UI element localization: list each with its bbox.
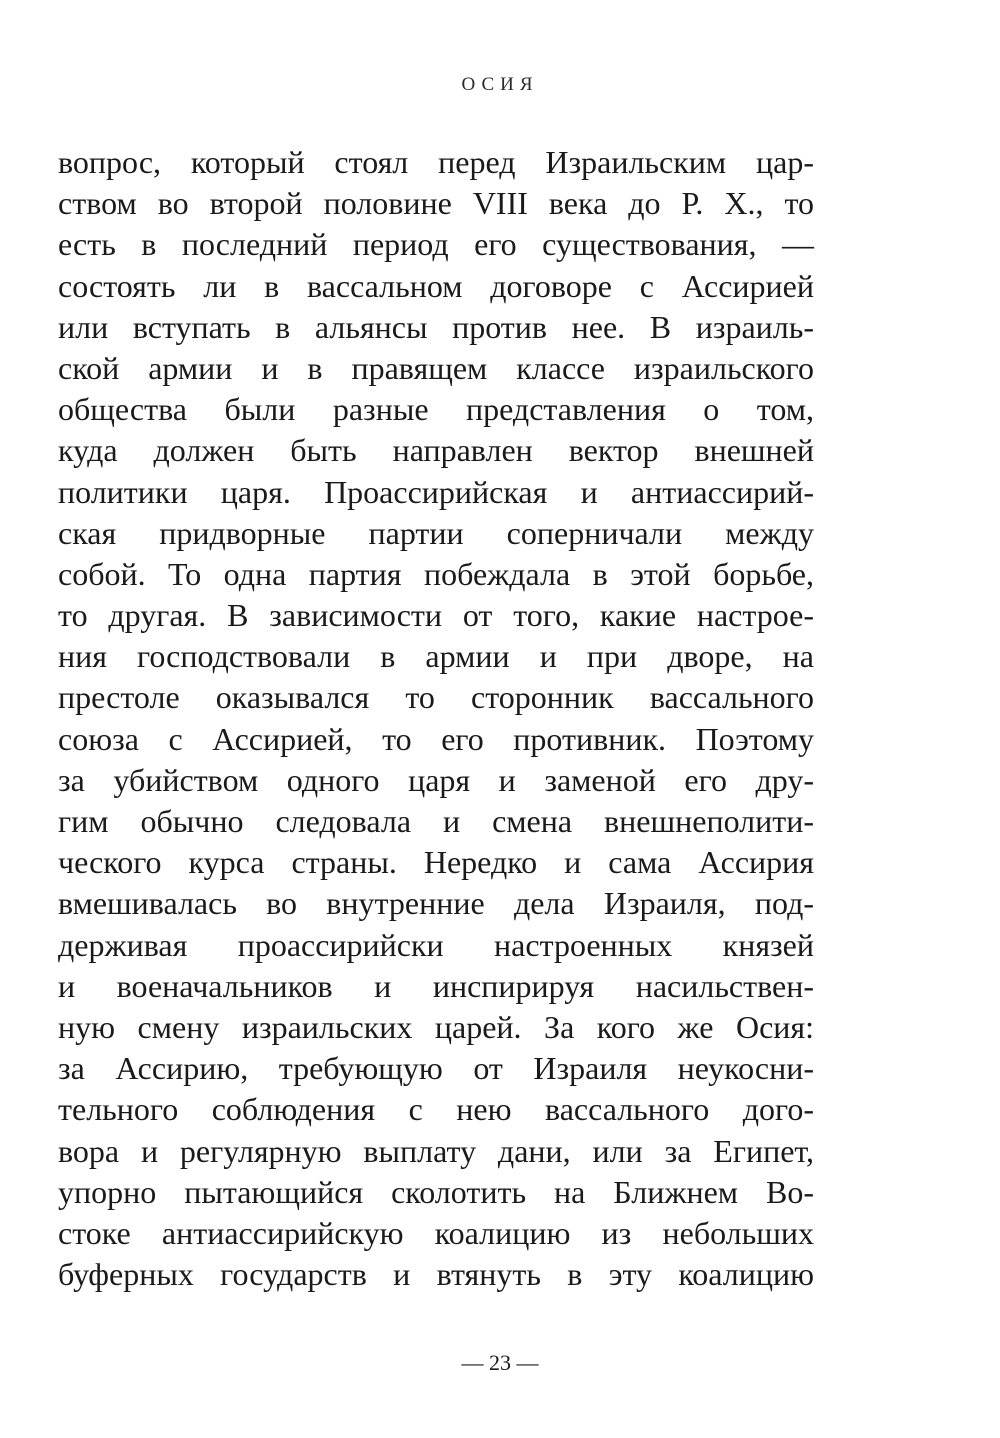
running-head: ОСИЯ <box>461 74 539 95</box>
text-line: стоке антиассирийскую коалицию из небольших <box>58 1214 814 1251</box>
text-line: вопрос, который стоял перед Израильским цар- <box>58 144 814 180</box>
text-line: куда должен быть направлен вектор внешней <box>58 432 814 469</box>
text-line: состоять ли в вассальном договоре с Ассирией <box>58 267 814 304</box>
text-line: собой. То одна партия побеждала в этой борьбе, <box>58 555 814 592</box>
page-number: — 23 — <box>461 1350 539 1375</box>
text-line: за убийством одного царя и заменой его дру- <box>58 761 814 798</box>
text-line: ную смену израильских царей. За кого же Осия: <box>58 1008 814 1045</box>
text-line: за Ассирию, требующую от Израиля неукосни- <box>58 1050 814 1087</box>
text-line: политики царя. Проассирийская и антиассирий- <box>58 473 814 510</box>
text-line: ская придворные партии соперничали между <box>58 514 814 551</box>
text-line: держивая проассирийски настроенных князей <box>58 926 814 963</box>
text-line: гим обычно следовала и смена внешнеполити- <box>58 803 814 839</box>
text-line: есть в последний период его существования, — <box>58 226 814 263</box>
text-line: то другая. В зависимости от того, какие настрое- <box>58 597 814 634</box>
text-line: ской армии и в правящем классе израильского <box>58 349 814 386</box>
text-line: упорно пытающийся сколотить на Ближнем Во- <box>58 1173 814 1210</box>
body-text <box>58 142 814 1295</box>
text-line: или вступать в альянсы против нее. В израиль- <box>58 308 814 345</box>
text-line: ством во второй половине VIII века до Р. Х., то <box>58 185 814 222</box>
text-line: вора и регулярную выплату дани, или за Египет, <box>58 1132 814 1169</box>
text-line: престоле оказывался то сторонник вассального <box>58 679 814 716</box>
text-line: ческого курса страны. Нередко и сама Ассирия <box>58 844 814 881</box>
text-line: ния господствовали в армии и при дворе, на <box>58 638 814 675</box>
text-line: вмешивалась во внутренние дела Израиля, под- <box>58 885 814 922</box>
text-line: союза с Ассирией, то его противник. Поэтому <box>58 720 814 757</box>
text-line: общества были разные представления о том, <box>58 391 814 428</box>
text-line: и военачальников и инспирируя насильствен- <box>58 967 814 1004</box>
text-line: тельного соблюдения с нею вассального дого- <box>58 1091 814 1128</box>
text-line: буферных государств и втянуть в эту коалицию <box>58 1256 814 1293</box>
